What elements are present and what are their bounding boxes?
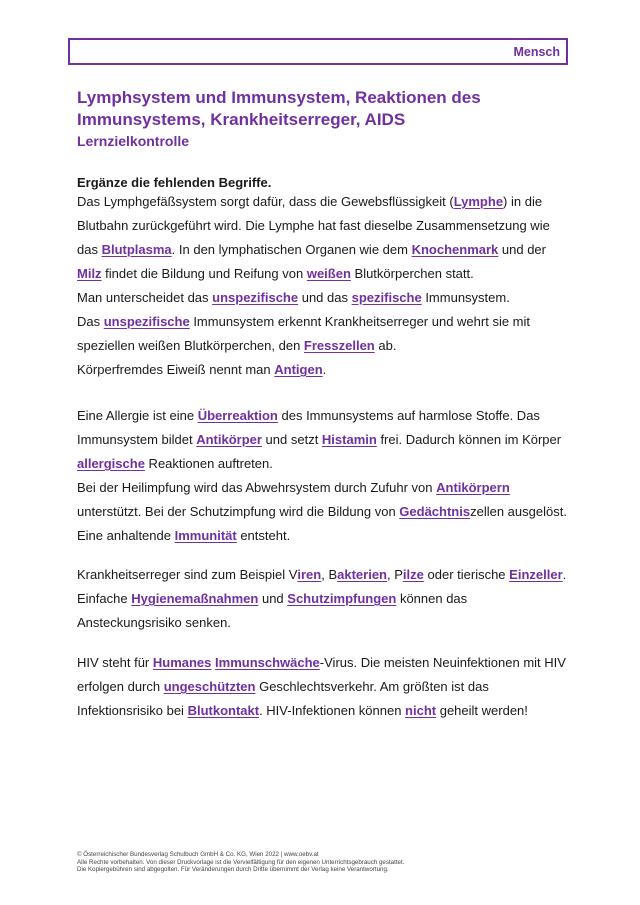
text-line — [77, 679, 489, 695]
text-segment: , B — [321, 567, 338, 582]
text-segment: . — [562, 567, 567, 582]
page-subtitle: Lernzielkontrolle — [77, 133, 190, 149]
text-segment: das — [77, 242, 102, 257]
text-line — [77, 432, 561, 448]
text-line — [77, 362, 326, 378]
footer — [77, 851, 404, 874]
text-segment: können das — [396, 591, 468, 606]
answer-word: Immunschwäche — [215, 655, 320, 670]
text-line — [77, 480, 510, 496]
text-segment: des Immunsystems auf harmlose Stoffe. Das — [277, 408, 540, 423]
text-segment: entsteht. — [236, 528, 291, 543]
text-segment: und setzt — [261, 432, 322, 447]
text-segment: frei. Dadurch können im Körper — [376, 432, 562, 447]
answer-word: spezifische — [351, 290, 422, 305]
text-segment: Infektionsrisiko bei — [77, 703, 188, 718]
text-segment: -Virus. Die meisten Neuinfektionen mit HIV — [319, 655, 566, 670]
text-segment: Geschlechtsverkehr. Am größten ist das — [255, 679, 489, 694]
text-line — [77, 456, 273, 472]
text-segment: Immunsystem erkennt Krankheitserreger und wehrt sie mit — [189, 314, 531, 329]
text-segment: Ansteckungsrisiko senken. — [77, 615, 231, 630]
text-line — [77, 194, 542, 210]
text-line — [77, 504, 567, 520]
text-segment: Einfache — [77, 591, 132, 606]
text-segment: Körperfremdes Eiweiß nennt man — [77, 362, 275, 377]
answer-word: nicht — [405, 703, 437, 718]
answer-word: Hygienemaßnahmen — [131, 591, 259, 606]
text-line — [77, 567, 566, 583]
text-segment: . — [322, 362, 327, 377]
answer-word: weißen — [306, 266, 351, 281]
title-line-1: Lymphsystem und Immunsystem, Reaktionen des — [77, 88, 481, 107]
text-segment: Man unterscheidet das — [77, 290, 213, 305]
answer-word: unspezifische — [103, 314, 190, 329]
text-line — [77, 266, 474, 282]
text-line — [77, 338, 396, 354]
text-segment: ) in die — [503, 194, 543, 209]
answer-word: Histamin — [321, 432, 377, 447]
text-line — [77, 314, 530, 330]
answer-word: ilze — [402, 567, 424, 582]
text-line — [77, 615, 231, 631]
text-segment: unterstützt. Bei der Schutzimpfung wird die Bildung von — [77, 504, 400, 519]
text-segment: und — [258, 591, 288, 606]
text-segment: erfolgen durch — [77, 679, 164, 694]
text-segment: Immunsystem bildet — [77, 432, 197, 447]
text-line — [77, 218, 550, 234]
text-segment: Reaktionen auftreten. — [144, 456, 273, 471]
answer-word: Blutkontakt — [187, 703, 260, 718]
text-line — [77, 591, 467, 607]
text-segment: Das Lymphgefäßsystem sorgt dafür, dass die Gewebsflüssigkeit ( — [77, 194, 454, 209]
task-instruction: Ergänze die fehlenden Begriffe. — [77, 175, 272, 190]
text-segment: HIV steht für — [77, 655, 153, 670]
answer-word: Antikörper — [196, 432, 262, 447]
text-segment: Krankheitserreger sind zum Beispiel V — [77, 567, 298, 582]
text-segment: ab. — [374, 338, 397, 353]
title-line-2: Immunsystems, Krankheitserreger, AIDS — [77, 110, 406, 129]
footer-copyright: © Österreichischer Bundesverlag Schulbuch GmbH & Co. KG, Wien 2022 | www.oebv.at — [77, 851, 319, 858]
answer-word: iren — [297, 567, 322, 582]
answer-word: Antikörpern — [436, 480, 510, 495]
answer-word: Immunität — [174, 528, 237, 543]
footer-disclaimer: Die Kopiergebühren sind abgegolten. Für Veränderungen durch Dritte übernimmt der Verlag keine Verantwortung. — [77, 866, 389, 874]
text-segment: . In den lymphatischen Organen wie dem — [171, 242, 412, 257]
text-line — [77, 703, 528, 719]
text-segment: Blutbahn zurückgeführt wird. Die Lymphe hat fast dieselbe Zusammensetzung wie — [77, 218, 550, 233]
text-segment: findet die Bildung und Reifung von — [101, 266, 307, 281]
answer-word: Milz — [77, 266, 102, 281]
text-line — [77, 242, 546, 258]
page-title — [77, 87, 481, 131]
text-segment: und das — [298, 290, 352, 305]
footer-rights: Alle Rechte vorbehalten. Von dieser Druckvorlage ist die Vervielfältigung für den eigenen Unterrichtsgebrauch gestattet. — [77, 858, 405, 866]
answer-word: Fresszellen — [303, 338, 375, 353]
text-segment: und der — [498, 242, 546, 257]
text-segment: Immunsystem. — [421, 290, 510, 305]
answer-word: Überreaktion — [197, 408, 278, 423]
text-line — [77, 528, 290, 544]
text-line — [77, 290, 510, 306]
text-segment: Eine anhaltende — [77, 528, 175, 543]
text-line — [77, 655, 566, 671]
text-segment: Das — [77, 314, 104, 329]
answer-word: unspezifische — [212, 290, 299, 305]
answer-word: Einzeller — [509, 567, 563, 582]
text-segment: Eine Allergie ist eine — [77, 408, 198, 423]
answer-word: akterien — [337, 567, 388, 582]
answer-word: Antigen — [274, 362, 323, 377]
text-segment: speziellen weißen Blutkörperchen, den — [77, 338, 304, 353]
answer-word: ungeschützten — [163, 679, 256, 694]
text-line — [77, 408, 540, 424]
text-segment: zellen ausgelöst. — [470, 504, 567, 519]
answer-word: allergische — [77, 456, 145, 471]
answer-word: Humanes — [152, 655, 212, 670]
text-segment: Blutkörperchen statt. — [350, 266, 474, 281]
answer-word: Schutzimpfungen — [287, 591, 397, 606]
text-segment: oder tierische — [423, 567, 510, 582]
answer-word: Gedächtnis — [399, 504, 471, 519]
text-segment: Bei der Heilimpfung wird das Abwehrsystem durch Zufuhr von — [77, 480, 437, 495]
answer-word: Blutplasma — [101, 242, 172, 257]
header-label: Mensch — [513, 45, 560, 59]
text-segment: . HIV-Infektionen können — [259, 703, 406, 718]
header-box — [68, 38, 568, 65]
answer-word: Lymphe — [453, 194, 504, 209]
answer-word: Knochenmark — [411, 242, 499, 257]
text-segment: geheilt werden! — [436, 703, 528, 718]
text-segment: , P — [387, 567, 403, 582]
